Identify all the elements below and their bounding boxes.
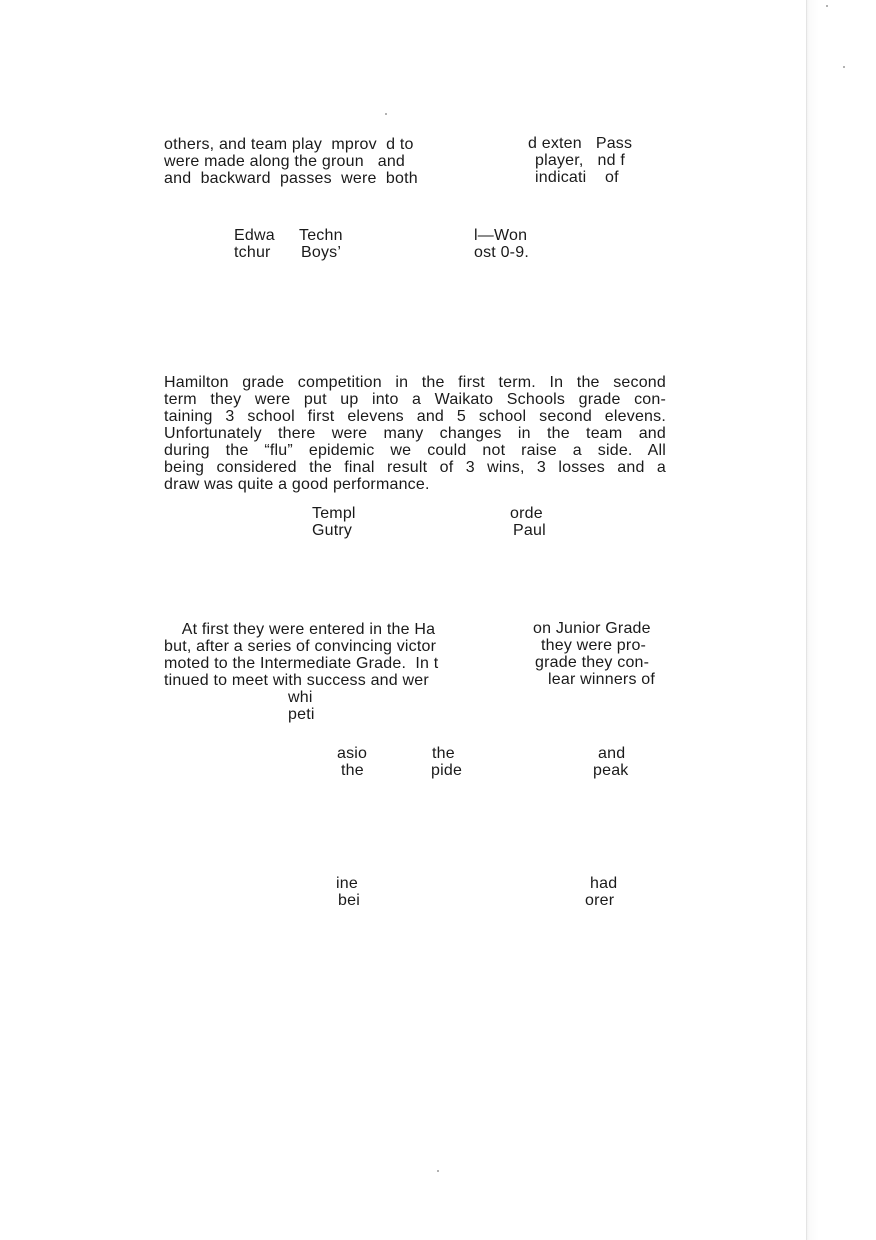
text-fragment: tchur [234,244,271,261]
paragraph-line: during the “flu” epidemic we could not raise a side. All [164,442,666,459]
text-line: At first they were entered in the Ha [164,621,436,638]
name-fragment: Templ [312,505,356,522]
text-fragment: whi [288,689,313,706]
text-fragment: ost 0-9. [474,244,529,261]
scan-speck [826,5,828,7]
paragraph-line: term they were put up into a Waikato Schools grade con- [164,391,666,408]
paragraph-line: draw was quite a good performance. [164,476,430,493]
text-line: tinued to meet with success and wer [164,672,429,689]
text-fragment: peti [288,706,315,723]
text-fragment: the [341,762,364,779]
name-fragment: Gutry [312,522,353,539]
scan-speck [843,66,845,68]
text-fragment: orer [585,892,615,909]
text-line: they were pro- [541,637,647,654]
name-fragment: orde [510,505,543,522]
text-line: on Junior Grade [533,620,651,637]
text-fragment: bei [338,892,360,909]
paragraph-line: being considered the final result of 3 wins, 3 losses and a [164,459,666,476]
text-fragment: peak [593,762,629,779]
text-fragment: pide [431,762,463,779]
text-fragment: had [590,875,618,892]
text-fragment: Edwa [234,227,275,244]
scan-speck [385,113,387,115]
paragraph-line: Hamilton grade competition in the first term. In the second [164,374,666,391]
text-line: player, nd f [535,152,625,169]
text-line: moted to the Intermediate Grade. In t [164,655,439,672]
paragraph-line: taining 3 school first elevens and 5 school second elevens. [164,408,666,425]
scan-speck [437,1170,439,1172]
text-line: were made along the groun and [164,153,406,170]
text-line: d exten Pass [528,135,633,152]
text-line: but, after a series of convincing victor [164,638,437,655]
text-fragment: and [598,745,626,762]
page-edge-shadow [806,0,876,1240]
text-fragment: ine [336,875,358,892]
body-paragraph [164,374,666,493]
paragraph-line: Unfortunately there were many changes in the team and [164,425,666,442]
text-fragment: Boys’ [301,244,342,261]
name-fragment: Paul [513,522,546,539]
text-fragment: the [432,745,455,762]
text-line: lear winners of [548,671,656,688]
text-line: others, and team play mprov d to [164,136,414,153]
text-fragment: Techn [299,227,343,244]
text-fragment: l—Won [474,227,528,244]
text-line: indicati of [535,169,619,186]
text-line: grade they con- [535,654,650,671]
text-fragment: asio [337,745,368,762]
text-line: and backward passes were both [164,170,418,187]
